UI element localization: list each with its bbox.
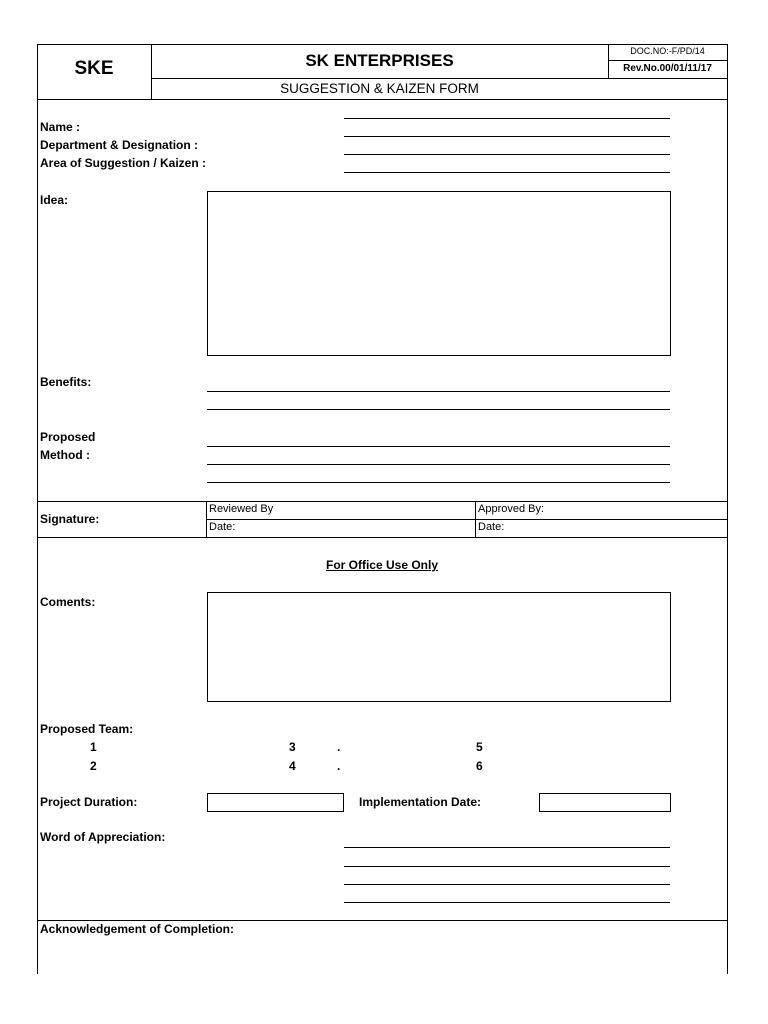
signature-label: Signature: — [40, 512, 100, 526]
team-number-4: 4 — [289, 759, 296, 773]
team-number-3: 3 — [289, 740, 296, 754]
department-line[interactable] — [344, 136, 670, 137]
proposed-label: Proposed — [40, 430, 96, 444]
revision-number: Rev.No.00/01/11/17 — [623, 63, 712, 74]
comments-label: Coments: — [40, 595, 96, 609]
name-line[interactable] — [344, 118, 670, 119]
appreciation-line-4[interactable] — [344, 902, 670, 903]
company-logo: SKE — [74, 58, 114, 79]
method-line-3[interactable] — [207, 482, 670, 483]
signature-mid-line — [206, 519, 727, 520]
area-label: Area of Suggestion / Kaizen : — [40, 156, 207, 170]
benefits-line-1[interactable] — [207, 391, 670, 392]
review-date-cell[interactable]: Date: — [209, 521, 236, 533]
top-border — [37, 44, 727, 45]
proposed-team-label: Proposed Team: — [40, 722, 134, 736]
header-mid-line — [151, 78, 727, 79]
team-dot-4: . — [337, 759, 341, 773]
team-number-6: 6 — [476, 759, 483, 773]
benefits-line-2[interactable] — [207, 409, 670, 410]
doc-rev-line — [608, 60, 727, 61]
right-border — [727, 44, 728, 974]
header-bottom-line — [37, 99, 727, 100]
signature-top-line — [37, 501, 727, 502]
name-label: Name : — [40, 120, 81, 134]
appreciation-line-1[interactable] — [344, 847, 670, 848]
project-duration-label: Project Duration: — [40, 795, 138, 809]
form-title: SUGGESTION & KAIZEN FORM — [280, 81, 479, 96]
implementation-date-label: Implementation Date: — [359, 795, 482, 809]
appreciation-label: Word of Appreciation: — [40, 830, 166, 844]
area-line-1[interactable] — [344, 154, 670, 155]
left-border — [37, 44, 38, 974]
appreciation-line-3[interactable] — [344, 884, 670, 885]
team-number-1: 1 — [90, 740, 97, 754]
acknowledgement-label: Acknowledgement of Completion: — [40, 922, 235, 936]
idea-box[interactable] — [207, 191, 671, 356]
signature-divider-1 — [206, 501, 207, 537]
implementation-date-box[interactable] — [539, 793, 671, 812]
idea-label: Idea: — [40, 193, 69, 207]
team-number-2: 2 — [90, 759, 97, 773]
method-line-1[interactable] — [207, 446, 670, 447]
team-number-5: 5 — [476, 740, 483, 754]
acknowledgement-top-line — [37, 920, 727, 921]
signature-divider-2 — [475, 501, 476, 537]
method-line-2[interactable] — [207, 464, 670, 465]
method-label: Method : — [40, 448, 90, 462]
team-dot-3: . — [337, 740, 341, 754]
department-label: Department & Designation : — [40, 138, 199, 152]
approved-by-cell[interactable]: Approved By: — [478, 503, 545, 515]
appreciation-line-2[interactable] — [344, 866, 670, 867]
project-duration-box[interactable] — [207, 793, 344, 812]
reviewed-by-cell[interactable]: Reviewed By — [209, 503, 274, 515]
company-name: SK ENTERPRISES — [305, 51, 454, 70]
benefits-label: Benefits: — [40, 375, 92, 389]
area-line-2[interactable] — [344, 172, 670, 173]
office-use-title: For Office Use Only — [325, 558, 439, 572]
approval-date-cell[interactable]: Date: — [478, 521, 505, 533]
signature-bottom-line — [37, 537, 727, 538]
comments-box[interactable] — [207, 592, 671, 702]
doc-number: DOC.NO:-F/PD/14 — [630, 46, 705, 56]
